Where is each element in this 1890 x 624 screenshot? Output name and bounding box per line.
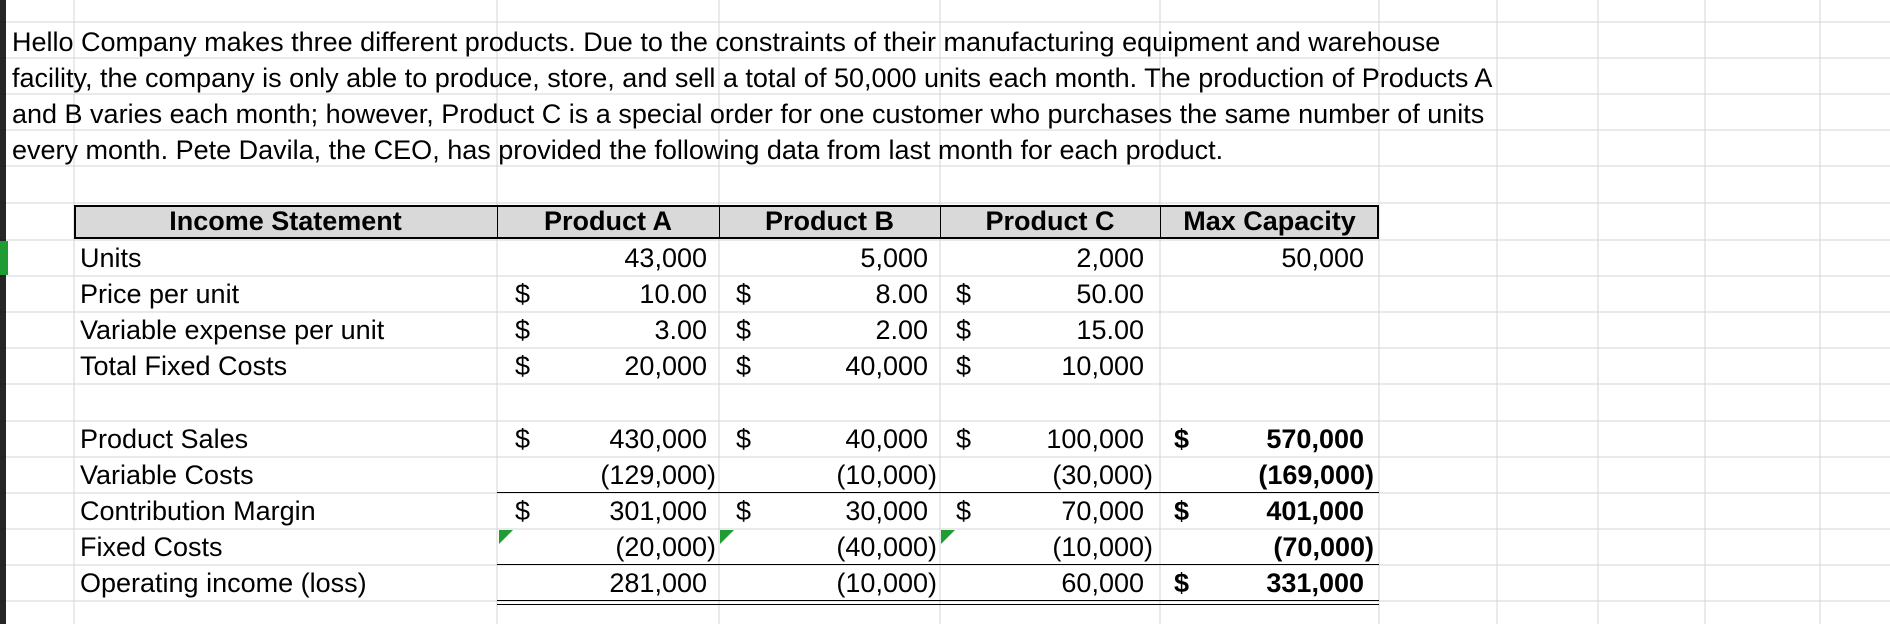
row-label-fixed-costs: Fixed Costs bbox=[80, 532, 223, 562]
fixedcost-product-a: (20,000) bbox=[615, 532, 716, 562]
dollar-sign: $ bbox=[736, 424, 752, 454]
description-line: facility, the company is only able to produce, store, and sell a total of 50,000 units each month. The production of Products A bbox=[12, 63, 1493, 93]
units-product-a: 43,000 bbox=[624, 243, 707, 273]
row-label-operating-income: Operating income (loss) bbox=[80, 568, 367, 598]
header-product-b: Product B bbox=[764, 206, 894, 236]
dollar-sign: $ bbox=[1174, 424, 1190, 454]
price-product-c: 50.00 bbox=[1076, 279, 1144, 309]
dollar-sign: $ bbox=[956, 424, 972, 454]
cm-product-c: 70,000 bbox=[1061, 496, 1144, 526]
fixedcost-product-c: (10,000) bbox=[1052, 532, 1153, 562]
varcost-product-a: (129,000) bbox=[600, 460, 716, 490]
dollar-sign: $ bbox=[515, 315, 531, 345]
dollar-sign: $ bbox=[1174, 496, 1190, 526]
error-flag-icon[interactable] bbox=[941, 530, 955, 544]
header-product-a: Product A bbox=[544, 206, 672, 236]
row-label-product-sales: Product Sales bbox=[80, 424, 249, 454]
cm-product-b: 30,000 bbox=[845, 496, 928, 526]
dollar-sign: $ bbox=[956, 496, 972, 526]
description-line: every month. Pete Davila, the CEO, has provided the following data from last month for each product. bbox=[12, 135, 1224, 165]
dollar-sign: $ bbox=[736, 351, 752, 381]
row-label-units: Units bbox=[80, 243, 142, 273]
error-flag-icon[interactable] bbox=[720, 530, 734, 544]
opinc-product-a: 281,000 bbox=[609, 568, 707, 598]
price-product-a: 10.00 bbox=[639, 279, 707, 309]
double-underline-bottom bbox=[497, 604, 1379, 605]
opinc-product-c: 60,000 bbox=[1061, 568, 1144, 598]
dollar-sign: $ bbox=[736, 279, 752, 309]
row-label-contribution-margin: Contribution Margin bbox=[80, 496, 316, 526]
fixed-product-c: 10,000 bbox=[1061, 351, 1144, 381]
error-flag-icon[interactable] bbox=[499, 530, 513, 544]
varexp-product-a: 3.00 bbox=[654, 315, 707, 345]
dollar-sign: $ bbox=[515, 424, 531, 454]
sales-product-b: 40,000 bbox=[845, 424, 928, 454]
header-max-capacity: Max Capacity bbox=[1183, 206, 1356, 236]
dollar-sign: $ bbox=[515, 351, 531, 381]
subtotal-rule bbox=[497, 492, 1379, 493]
varexp-product-b: 2.00 bbox=[875, 315, 928, 345]
varcost-max-capacity: (169,000) bbox=[1258, 460, 1374, 490]
subtotal-rule bbox=[497, 564, 1379, 565]
dollar-sign: $ bbox=[515, 279, 531, 309]
dollar-sign: $ bbox=[736, 315, 752, 345]
fixed-product-a: 20,000 bbox=[624, 351, 707, 381]
sales-max-capacity: 570,000 bbox=[1266, 424, 1364, 454]
varcost-product-b: (10,000) bbox=[836, 460, 937, 490]
description-line: Hello Company makes three different products. Due to the constraints of their manufacturing equipment and warehouse bbox=[12, 27, 1441, 57]
header-income-statement: Income Statement bbox=[169, 206, 402, 236]
row-label-price: Price per unit bbox=[80, 279, 240, 309]
description-line: and B varies each month; however, Product C is a special order for one customer who purchases the same number of units bbox=[12, 99, 1485, 129]
opinc-max-capacity: 331,000 bbox=[1266, 568, 1364, 598]
dollar-sign: $ bbox=[956, 279, 972, 309]
units-product-c: 2,000 bbox=[1076, 243, 1144, 273]
dollar-sign: $ bbox=[736, 496, 752, 526]
problem-description bbox=[12, 24, 1602, 168]
row-label-variable-costs: Variable Costs bbox=[80, 460, 254, 490]
dollar-sign: $ bbox=[956, 315, 972, 345]
dollar-sign: $ bbox=[956, 351, 972, 381]
opinc-product-b: (10,000) bbox=[836, 568, 937, 598]
varcost-product-c: (30,000) bbox=[1052, 460, 1153, 490]
price-product-b: 8.00 bbox=[875, 279, 928, 309]
fixed-product-b: 40,000 bbox=[845, 351, 928, 381]
cm-product-a: 301,000 bbox=[609, 496, 707, 526]
varexp-product-c: 15.00 bbox=[1076, 315, 1144, 345]
sales-product-c: 100,000 bbox=[1046, 424, 1144, 454]
sales-product-a: 430,000 bbox=[609, 424, 707, 454]
row-label-total-fixed: Total Fixed Costs bbox=[80, 351, 288, 381]
dollar-sign: $ bbox=[1174, 568, 1190, 598]
cm-max-capacity: 401,000 bbox=[1266, 496, 1364, 526]
header-product-c: Product C bbox=[985, 206, 1115, 236]
units-product-b: 5,000 bbox=[860, 243, 928, 273]
row-label-variable-expense: Variable expense per unit bbox=[80, 315, 385, 345]
units-max-capacity: 50,000 bbox=[1281, 243, 1364, 273]
double-underline-top bbox=[497, 600, 1379, 601]
fixedcost-max-capacity: (70,000) bbox=[1273, 532, 1374, 562]
dollar-sign: $ bbox=[515, 496, 531, 526]
fixedcost-product-b: (40,000) bbox=[836, 532, 937, 562]
